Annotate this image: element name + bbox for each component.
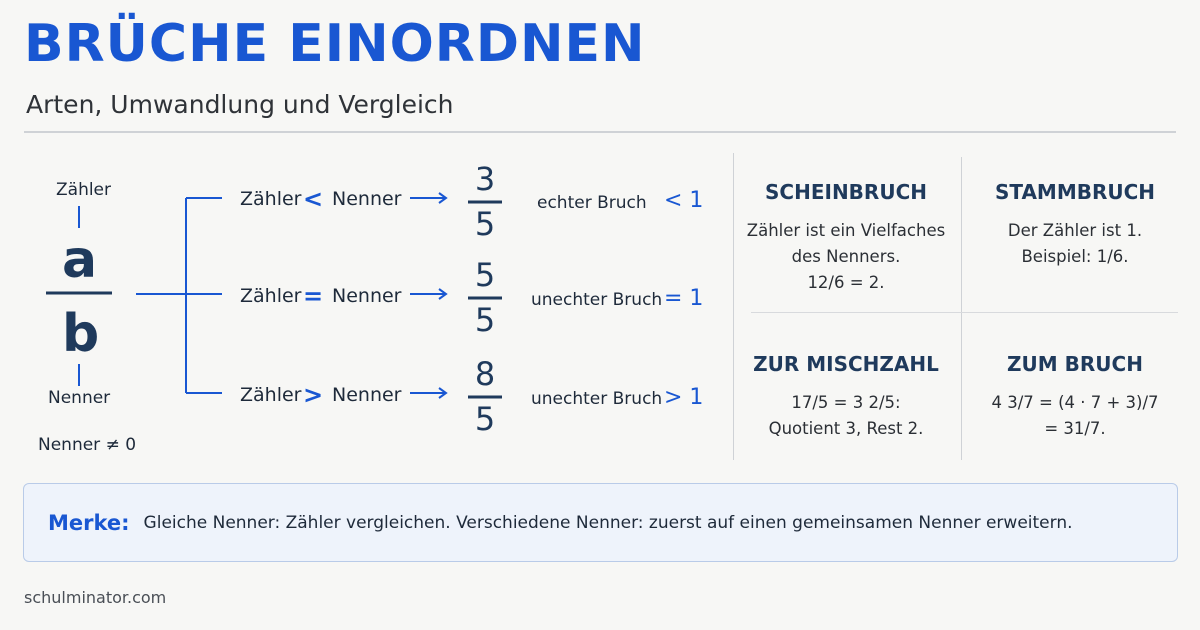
row-2-operator: = (303, 282, 324, 310)
grid-divider-left (733, 153, 734, 460)
row-2-numerator: 5 (474, 256, 496, 294)
card-title: ZUM BRUCH (1007, 352, 1143, 376)
card-line: = 31/7. (1044, 419, 1106, 438)
page-subtitle: Arten, Umwandlung und Vergleich (26, 90, 454, 119)
card-title: ZUR MISCHZAHL (753, 352, 939, 376)
row-1-right: Nenner (332, 188, 402, 210)
row-2-kind: unechter Bruch (531, 290, 663, 310)
card-line: Beispiel: 1/6. (1021, 247, 1129, 266)
nenner-label: Nenner (48, 388, 111, 408)
card-line: 12/6 = 2. (807, 273, 885, 292)
card-title: SCHEINBRUCH (765, 180, 927, 204)
row-2-denominator: 5 (474, 301, 496, 339)
source-credit: schulminator.com (24, 588, 167, 607)
row-3-right: Nenner (332, 384, 402, 406)
zaehler-label: Zähler (56, 180, 112, 200)
card-zur-mischzahl (744, 352, 948, 442)
row-1-comparison: < 1 (664, 188, 704, 213)
row-3-comparison: > 1 (664, 385, 704, 410)
row-3-kind: unechter Bruch (531, 389, 663, 409)
row-1-denominator: 5 (474, 205, 496, 243)
merke-box (23, 483, 1178, 562)
nenner-condition: Nenner ≠ 0 (38, 435, 137, 455)
grid-divider-horizontal (751, 312, 1178, 313)
row-3-denominator: 5 (474, 400, 496, 438)
card-line: 17/5 = 3 2/5: (791, 393, 901, 412)
row-1-kind: echter Bruch (537, 193, 647, 213)
card-line: Der Zähler ist 1. (1007, 221, 1143, 240)
card-zum-bruch (972, 352, 1178, 442)
row-1-operator: < (303, 185, 324, 213)
card-line: 4 3/7 = (4 · 7 + 3)/7 (991, 393, 1159, 412)
row-1-left: Zähler (240, 188, 302, 210)
page-title: BRÜCHE EINORDNEN (24, 14, 646, 74)
card-scheinbruch (744, 180, 948, 296)
card-line: des Nenners. (791, 247, 901, 266)
row-3-numerator: 8 (474, 355, 496, 393)
denominator-symbol: b (62, 304, 100, 364)
card-line: Zähler ist ein Vielfaches (746, 221, 946, 240)
merke-label: Merke: (48, 510, 130, 535)
grid-divider-center (961, 157, 962, 460)
row-2-comparison: = 1 (664, 286, 704, 311)
numerator-symbol: a (62, 230, 98, 290)
merke-text: Gleiche Nenner: Zähler vergleichen. Verschiedene Nenner: zuerst auf einen gemeinsamen Nenner erweitern. (143, 512, 1073, 533)
row-2-left: Zähler (240, 285, 302, 307)
row-3-operator: > (303, 381, 324, 409)
card-title: STAMMBRUCH (994, 180, 1156, 204)
row-2-right: Nenner (332, 285, 402, 307)
row-3-left: Zähler (240, 384, 302, 406)
row-1-numerator: 3 (474, 160, 496, 198)
card-line: Quotient 3, Rest 2. (768, 419, 924, 438)
card-stammbruch (972, 180, 1178, 270)
